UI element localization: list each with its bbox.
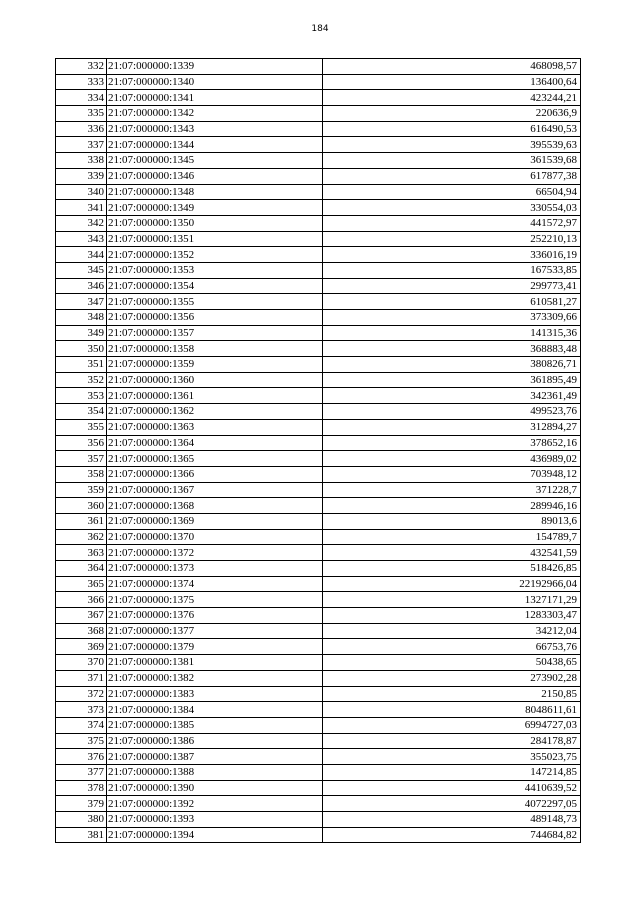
table-row — [56, 357, 581, 373]
cadastral-number-cell: 21:07:000000:1373 — [107, 561, 323, 577]
value-cell: 703948,12 — [323, 466, 581, 482]
table-row — [56, 294, 581, 310]
value-cell: 361539,68 — [323, 153, 581, 169]
value-cell: 436989,02 — [323, 451, 581, 467]
row-number-cell: 348 — [56, 310, 107, 326]
cadastral-number-cell: 21:07:000000:1342 — [107, 106, 323, 122]
cadastral-number-cell: 21:07:000000:1366 — [107, 466, 323, 482]
row-number-cell: 352 — [56, 372, 107, 388]
cadastral-number-cell: 21:07:000000:1346 — [107, 168, 323, 184]
table-row — [56, 608, 581, 624]
table-row — [56, 215, 581, 231]
cadastral-number-cell: 21:07:000000:1376 — [107, 608, 323, 624]
value-cell: 355023,75 — [323, 749, 581, 765]
row-number-cell: 354 — [56, 404, 107, 420]
value-cell: 154789,7 — [323, 529, 581, 545]
table-row — [56, 812, 581, 828]
row-number-cell: 357 — [56, 451, 107, 467]
value-cell: 8048611,61 — [323, 702, 581, 718]
table-row — [56, 121, 581, 137]
cadastral-number-cell: 21:07:000000:1392 — [107, 796, 323, 812]
value-cell: 4072297,05 — [323, 796, 581, 812]
table-row — [56, 451, 581, 467]
table-row — [56, 545, 581, 561]
row-number-cell: 334 — [56, 90, 107, 106]
value-cell: 167533,85 — [323, 262, 581, 278]
table-row — [56, 655, 581, 671]
cadastral-number-cell: 21:07:000000:1355 — [107, 294, 323, 310]
table-row — [56, 513, 581, 529]
table-body — [56, 59, 581, 843]
cadastral-number-cell: 21:07:000000:1345 — [107, 153, 323, 169]
value-cell: 289946,16 — [323, 498, 581, 514]
row-number-cell: 373 — [56, 702, 107, 718]
row-number-cell: 365 — [56, 576, 107, 592]
cadastral-number-cell: 21:07:000000:1386 — [107, 733, 323, 749]
row-number-cell: 376 — [56, 749, 107, 765]
row-number-cell: 377 — [56, 764, 107, 780]
row-number-cell: 366 — [56, 592, 107, 608]
table-row — [56, 419, 581, 435]
cadastral-number-cell: 21:07:000000:1339 — [107, 59, 323, 75]
value-cell: 89013,6 — [323, 513, 581, 529]
table-row — [56, 404, 581, 420]
cadastral-number-cell: 21:07:000000:1362 — [107, 404, 323, 420]
page-number: 184 — [311, 24, 329, 34]
row-number-cell: 341 — [56, 200, 107, 216]
cadastral-number-cell: 21:07:000000:1383 — [107, 686, 323, 702]
cadastral-number-cell: 21:07:000000:1340 — [107, 74, 323, 90]
row-number-cell: 379 — [56, 796, 107, 812]
table-row — [56, 106, 581, 122]
value-cell: 395539,63 — [323, 137, 581, 153]
row-number-cell: 359 — [56, 482, 107, 498]
cadastral-number-cell: 21:07:000000:1363 — [107, 419, 323, 435]
row-number-cell: 335 — [56, 106, 107, 122]
row-number-cell: 356 — [56, 435, 107, 451]
value-cell: 373309,66 — [323, 310, 581, 326]
row-number-cell: 375 — [56, 733, 107, 749]
table-row — [56, 623, 581, 639]
value-cell: 299773,41 — [323, 278, 581, 294]
row-number-cell: 364 — [56, 561, 107, 577]
cadastral-value-table — [55, 58, 581, 843]
value-cell: 147214,85 — [323, 764, 581, 780]
cadastral-number-cell: 21:07:000000:1348 — [107, 184, 323, 200]
value-cell: 6994727,03 — [323, 717, 581, 733]
row-number-cell: 358 — [56, 466, 107, 482]
table-row — [56, 278, 581, 294]
value-cell: 2150,85 — [323, 686, 581, 702]
row-number-cell: 369 — [56, 639, 107, 655]
table-row — [56, 262, 581, 278]
table-row — [56, 90, 581, 106]
table-row — [56, 780, 581, 796]
value-cell: 378652,16 — [323, 435, 581, 451]
value-cell: 610581,27 — [323, 294, 581, 310]
row-number-cell: 345 — [56, 262, 107, 278]
cadastral-number-cell: 21:07:000000:1350 — [107, 215, 323, 231]
row-number-cell: 343 — [56, 231, 107, 247]
cadastral-number-cell: 21:07:000000:1370 — [107, 529, 323, 545]
value-cell: 1327171,29 — [323, 592, 581, 608]
row-number-cell: 332 — [56, 59, 107, 75]
value-cell: 273902,28 — [323, 670, 581, 686]
cadastral-number-cell: 21:07:000000:1374 — [107, 576, 323, 592]
table-row — [56, 341, 581, 357]
table-row — [56, 247, 581, 263]
table-row — [56, 639, 581, 655]
value-cell: 336016,19 — [323, 247, 581, 263]
cadastral-number-cell: 21:07:000000:1368 — [107, 498, 323, 514]
cadastral-number-cell: 21:07:000000:1356 — [107, 310, 323, 326]
cadastral-number-cell: 21:07:000000:1353 — [107, 262, 323, 278]
cadastral-number-cell: 21:07:000000:1361 — [107, 388, 323, 404]
value-cell: 252210,13 — [323, 231, 581, 247]
value-cell: 489148,73 — [323, 812, 581, 828]
cadastral-number-cell: 21:07:000000:1344 — [107, 137, 323, 153]
value-cell: 136400,64 — [323, 74, 581, 90]
row-number-cell: 380 — [56, 812, 107, 828]
cadastral-number-cell: 21:07:000000:1365 — [107, 451, 323, 467]
cadastral-number-cell: 21:07:000000:1390 — [107, 780, 323, 796]
cadastral-number-cell: 21:07:000000:1352 — [107, 247, 323, 263]
value-cell: 284178,87 — [323, 733, 581, 749]
row-number-cell: 378 — [56, 780, 107, 796]
value-cell: 432541,59 — [323, 545, 581, 561]
row-number-cell: 362 — [56, 529, 107, 545]
cadastral-number-cell: 21:07:000000:1354 — [107, 278, 323, 294]
value-cell: 380826,71 — [323, 357, 581, 373]
row-number-cell: 372 — [56, 686, 107, 702]
cadastral-number-cell: 21:07:000000:1387 — [107, 749, 323, 765]
row-number-cell: 350 — [56, 341, 107, 357]
row-number-cell: 344 — [56, 247, 107, 263]
row-number-cell: 349 — [56, 325, 107, 341]
cadastral-number-cell: 21:07:000000:1372 — [107, 545, 323, 561]
row-number-cell: 340 — [56, 184, 107, 200]
row-number-cell: 338 — [56, 153, 107, 169]
table-row — [56, 74, 581, 90]
cadastral-number-cell: 21:07:000000:1360 — [107, 372, 323, 388]
cadastral-number-cell: 21:07:000000:1375 — [107, 592, 323, 608]
row-number-cell: 360 — [56, 498, 107, 514]
table-row — [56, 561, 581, 577]
row-number-cell: 337 — [56, 137, 107, 153]
value-cell: 22192966,04 — [323, 576, 581, 592]
value-cell: 66753,76 — [323, 639, 581, 655]
cadastral-number-cell: 21:07:000000:1367 — [107, 482, 323, 498]
table-row — [56, 529, 581, 545]
table-row — [56, 168, 581, 184]
value-cell: 616490,53 — [323, 121, 581, 137]
value-cell: 518426,85 — [323, 561, 581, 577]
value-cell: 220636,9 — [323, 106, 581, 122]
row-number-cell: 342 — [56, 215, 107, 231]
row-number-cell: 351 — [56, 357, 107, 373]
table-row — [56, 764, 581, 780]
row-number-cell: 336 — [56, 121, 107, 137]
table-row — [56, 827, 581, 843]
row-number-cell: 353 — [56, 388, 107, 404]
value-cell: 312894,27 — [323, 419, 581, 435]
cadastral-number-cell: 21:07:000000:1369 — [107, 513, 323, 529]
value-cell: 141315,36 — [323, 325, 581, 341]
cadastral-number-cell: 21:07:000000:1349 — [107, 200, 323, 216]
table-row — [56, 200, 581, 216]
value-cell: 371228,7 — [323, 482, 581, 498]
table-row — [56, 702, 581, 718]
table-row — [56, 796, 581, 812]
table-row — [56, 498, 581, 514]
table-row — [56, 435, 581, 451]
value-cell: 34212,04 — [323, 623, 581, 639]
row-number-cell: 347 — [56, 294, 107, 310]
row-number-cell: 367 — [56, 608, 107, 624]
table-row — [56, 137, 581, 153]
cadastral-number-cell: 21:07:000000:1379 — [107, 639, 323, 655]
table-row — [56, 388, 581, 404]
cadastral-number-cell: 21:07:000000:1358 — [107, 341, 323, 357]
table-row — [56, 59, 581, 75]
row-number-cell: 371 — [56, 670, 107, 686]
table-row — [56, 153, 581, 169]
row-number-cell: 346 — [56, 278, 107, 294]
cadastral-number-cell: 21:07:000000:1359 — [107, 357, 323, 373]
row-number-cell: 370 — [56, 655, 107, 671]
value-cell: 468098,57 — [323, 59, 581, 75]
row-number-cell: 355 — [56, 419, 107, 435]
row-number-cell: 361 — [56, 513, 107, 529]
table-row — [56, 466, 581, 482]
table-row — [56, 310, 581, 326]
value-cell: 368883,48 — [323, 341, 581, 357]
value-cell: 330554,03 — [323, 200, 581, 216]
table-row — [56, 325, 581, 341]
cadastral-number-cell: 21:07:000000:1364 — [107, 435, 323, 451]
cadastral-number-cell: 21:07:000000:1351 — [107, 231, 323, 247]
cadastral-number-cell: 21:07:000000:1382 — [107, 670, 323, 686]
value-cell: 744684,82 — [323, 827, 581, 843]
cadastral-number-cell: 21:07:000000:1388 — [107, 764, 323, 780]
row-number-cell: 339 — [56, 168, 107, 184]
value-cell: 342361,49 — [323, 388, 581, 404]
table-row — [56, 717, 581, 733]
row-number-cell: 363 — [56, 545, 107, 561]
table-row — [56, 592, 581, 608]
value-cell: 66504,94 — [323, 184, 581, 200]
cadastral-number-cell: 21:07:000000:1381 — [107, 655, 323, 671]
cadastral-number-cell: 21:07:000000:1384 — [107, 702, 323, 718]
value-cell: 4410639,52 — [323, 780, 581, 796]
row-number-cell: 374 — [56, 717, 107, 733]
row-number-cell: 368 — [56, 623, 107, 639]
value-cell: 361895,49 — [323, 372, 581, 388]
cadastral-number-cell: 21:07:000000:1377 — [107, 623, 323, 639]
table-row — [56, 576, 581, 592]
cadastral-number-cell: 21:07:000000:1341 — [107, 90, 323, 106]
row-number-cell: 381 — [56, 827, 107, 843]
table-row — [56, 231, 581, 247]
value-cell: 441572,97 — [323, 215, 581, 231]
cadastral-number-cell: 21:07:000000:1357 — [107, 325, 323, 341]
value-cell: 499523,76 — [323, 404, 581, 420]
table-row — [56, 670, 581, 686]
table-row — [56, 733, 581, 749]
value-cell: 1283303,47 — [323, 608, 581, 624]
table-row — [56, 482, 581, 498]
table-row — [56, 686, 581, 702]
cadastral-number-cell: 21:07:000000:1385 — [107, 717, 323, 733]
row-number-cell: 333 — [56, 74, 107, 90]
value-cell: 423244,21 — [323, 90, 581, 106]
cadastral-number-cell: 21:07:000000:1393 — [107, 812, 323, 828]
value-cell: 50438,65 — [323, 655, 581, 671]
table-row — [56, 749, 581, 765]
table-row — [56, 184, 581, 200]
table-row — [56, 372, 581, 388]
cadastral-number-cell: 21:07:000000:1343 — [107, 121, 323, 137]
cadastral-number-cell: 21:07:000000:1394 — [107, 827, 323, 843]
value-cell: 617877,38 — [323, 168, 581, 184]
